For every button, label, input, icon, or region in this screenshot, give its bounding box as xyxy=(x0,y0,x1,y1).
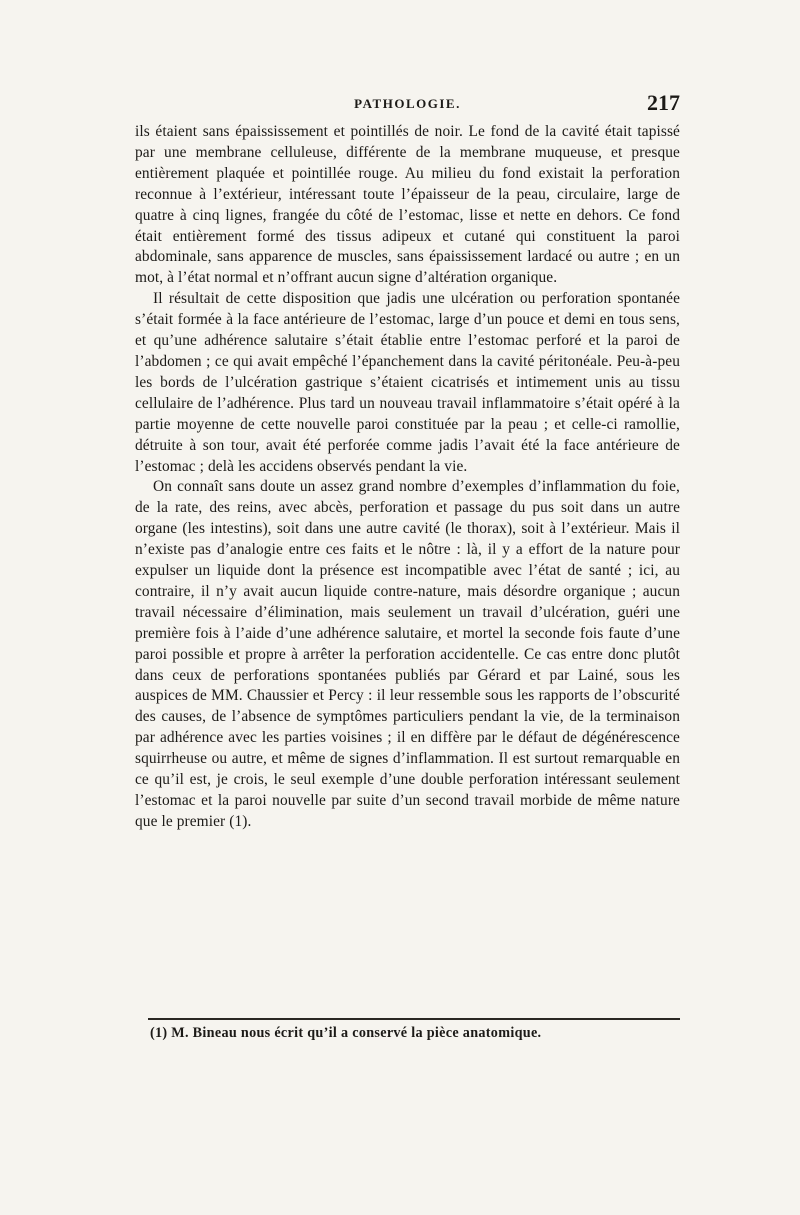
footnote-rule xyxy=(148,1018,680,1020)
body-text xyxy=(135,122,680,833)
running-head xyxy=(135,92,680,118)
paragraph-analysis: On connaît sans doute un assez grand nombre d’exemples d’inflammation du foie, de la rate, des reins, avec abcès, perforation et passage du pus soit dans un autre organe (les intestins), soit dans une autre cavité (le thorax), soit à l’extérieur. Mais il n’existe pas d’analogie entre ces faits et le nôtre : là, il y a effort de la nature pour expulser un liquide dont la présence est incompatible avec l’état de santé ; ici, au contraire, il n’y avait aucun liquide contre-nature, mais désordre organique ; aucun travail nécessaire d’élimination, mais seulement un travail d’ulcération, guéri une première fois à l’aide d’une adhérence salutaire, et mortel la seconde fois faute d’une paroi possible et propre à arrêter la perforation accidentelle. Ce cas entre donc plutôt dans ceux de perforations spontanées publiés par Gérard et par Lainé, sous les auspices de MM. Chaussier et Percy : il leur ressemble sous les rapports de l’obscurité des causes, de l’absence de symptômes particuliers pendant la vie, de la terminaison par adhérence avec les parties voisines ; il en diffère par le défaut de dégénérescence squirrheuse ou autre, et même de signes d’inflammation. Il est surtout remarquable en ce qu’il est, je crois, le seul exemple d’une double perforation intéressant seulement l’estomac et la paroi nouvelle par suite d’un second travail morbide de même nature que le premier (1). xyxy=(135,478,680,830)
page-number: 217 xyxy=(647,90,680,115)
running-title: PATHOLOGIE. xyxy=(354,96,461,111)
footnote: (1) M. Bineau nous écrit qu’il a conservé la pièce anatomique. xyxy=(150,1025,542,1041)
paragraph-result: Il résultait de cette disposition que jadis une ulcération ou perforation spontanée s’était formée à la face antérieure de l’estomac, large d’un pouce et demi en tous sens, et qu’une adhérence salutaire s’était établie entre l’estomac perforé et la paroi de l’abdomen ; ce qui avait empêché l’épanchement dans la cavité péritonéale. Peu-à-peu les bords de l’ulcération gastrique s’étaient cicatrisés et intimement unis au tissu cellulaire de l’adhérence. Plus tard un nouveau travail inflammatoire s’était opéré à la partie moyenne de cette nouvelle paroi constituée par la peau ; et celle-ci ramollie, détruite à son tour, avait été perforée comme jadis l’avait été la face antérieure de l’estomac ; delà les accidens observés pendant la vie. xyxy=(135,290,680,475)
paragraph-continued: ils étaient sans épaississement et pointillés de noir. Le fond de la cavité était tapissé par une membrane celluleuse, différente de la membrane muqueuse, et presque entièrement plaquée et pointillée rouge. Au milieu du fond existait la perforation reconnue à l’extérieur, intéressant toute l’épaisseur de la peau, circulaire, large de quatre à cinq lignes, frangée du côté de l’estomac, lisse et nette en dehors. Ce fond était entièrement formé des tissus adipeux et cutané qui constituent la paroi abdominale, sans apparence de muscles, sans épaississement lardacé ou autre ; en un mot, à l’état normal et n’offrant aucun signe d’altération organique. xyxy=(135,123,680,287)
